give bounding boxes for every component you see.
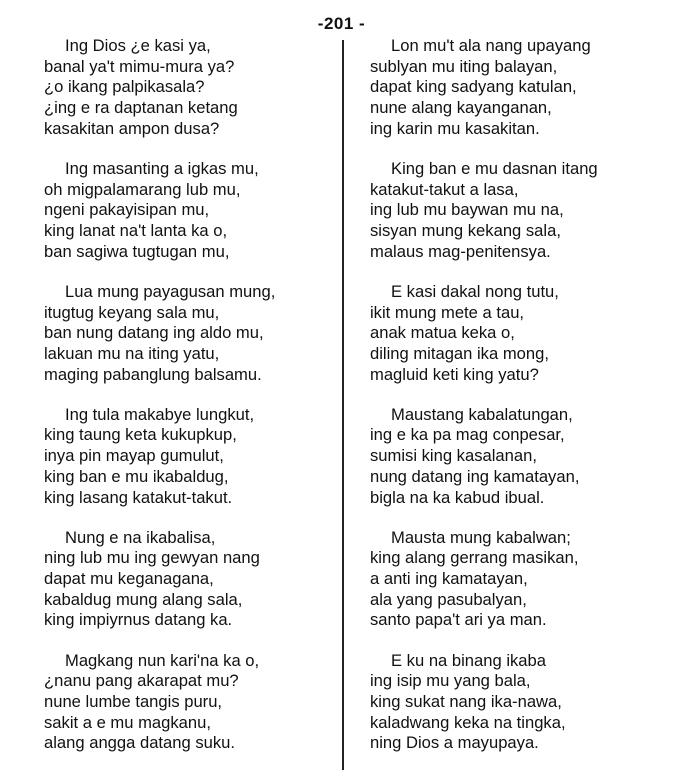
verse-line: a anti ing kamatayan, — [370, 569, 528, 589]
verse-line: magluid keti king yatu? — [370, 364, 539, 384]
stanza — [44, 36, 336, 140]
verse-line: sisyan mung kekang sala, — [370, 221, 561, 241]
stanza — [370, 36, 624, 140]
verse-line: maging pabanglung balsamu. — [44, 364, 262, 384]
left-column — [44, 36, 336, 773]
verse-line: king alang gerrang masikan, — [370, 548, 579, 568]
verse-line: ¿nanu pang akarapat mu? — [44, 671, 239, 691]
verse-line: diling mitagan ika mong, — [370, 343, 549, 363]
verse-line: ngeni pakayisipan mu, — [44, 200, 210, 220]
verse-line: dapat king sadyang katulan, — [370, 77, 577, 97]
verse-line: ing isip mu yang bala, — [370, 671, 531, 691]
verse-line: kasakitan ampon dusa? — [44, 118, 220, 138]
verse-line: malaus mag-penitensya. — [370, 241, 551, 261]
stanza — [370, 405, 624, 509]
verse-line: king lanat na't lanta ka o, — [44, 221, 228, 241]
verse-line: ing karin mu kasakitan. — [370, 118, 540, 138]
verse-line: lakuan mu na iting yatu, — [44, 343, 220, 363]
right-column — [370, 36, 624, 773]
verse-line: banal ya't mimu-mura ya? — [44, 56, 235, 76]
stanza — [44, 405, 336, 509]
verse-line: oh migpalamarang lub mu, — [44, 179, 241, 199]
stanza — [44, 159, 336, 263]
verse-line: Ing masanting a igkas mu, — [65, 158, 259, 178]
verse-line: dapat mu keganagana, — [44, 569, 214, 589]
verse-line: Lua mung payagusan mung, — [65, 281, 276, 301]
verse-line: kaladwang keka na tingka, — [370, 712, 566, 732]
stanza — [370, 528, 624, 632]
verse-line: ning lub mu ing gewyan nang — [44, 548, 260, 568]
stanza — [44, 528, 336, 632]
verse-line: nune alang kayanganan, — [370, 98, 552, 118]
verse-line: E ku na binang ikaba — [391, 650, 546, 670]
stanza — [44, 282, 336, 386]
verse-line: nune lumbe tangis puru, — [44, 691, 223, 711]
verse-line: king ban e mu ikabaldug, — [44, 466, 229, 486]
verse-line: Ing Dios ¿e kasi ya, — [65, 36, 211, 55]
verse-line: itugtug keyang sala mu, — [44, 302, 220, 322]
stanza — [370, 651, 624, 755]
verse-line: sublyan mu iting balayan, — [370, 56, 558, 76]
verse-line: ing lub mu baywan mu na, — [370, 200, 564, 220]
verse-line: king sukat nang ika-nawa, — [370, 691, 562, 711]
verse-line: king lasang katakut-takut. — [44, 487, 233, 507]
stanza — [44, 651, 336, 755]
verse-line: E kasi dakal nong tutu, — [391, 281, 559, 301]
verse-line: kabaldug mung alang sala, — [44, 589, 243, 609]
verse-line: ban nung datang ing aldo mu, — [44, 323, 264, 343]
verse-line: Lon mu't ala nang upayang — [391, 36, 591, 55]
verse-line: Mausta mung kabalwan; — [391, 527, 571, 547]
verse-line: ban sagiwa tugtugan mu, — [44, 241, 230, 261]
verse-line: King ban e mu dasnan itang — [391, 158, 598, 178]
verse-line: sakit a e mu magkanu, — [44, 712, 211, 732]
verse-line: ¿ing e ra daptanan ketang — [44, 98, 238, 118]
verse-line: sumisi king kasalanan, — [370, 446, 537, 466]
verse-line: ing e ka pa mag conpesar, — [370, 425, 565, 445]
verse-line: nung datang ing kamatayan, — [370, 466, 580, 486]
column-divider — [342, 40, 344, 770]
page-number: -201 - — [317, 14, 366, 33]
stanza — [370, 282, 624, 386]
verse-line: king taung keta kukupkup, — [44, 425, 237, 445]
verse-line: bigla na ka kabud ibual. — [370, 487, 545, 507]
verse-line: santo papa't ari ya man. — [370, 610, 547, 630]
verse-line: ¿o ikang palpikasala? — [44, 77, 205, 97]
verse-line: ning Dios a mayupaya. — [370, 733, 539, 753]
verse-line: king impiyrnus datang ka. — [44, 610, 233, 630]
verse-line: Nung e na ikabalisa, — [65, 527, 216, 547]
verse-line: katakut-takut a lasa, — [370, 179, 519, 199]
verse-line: inya pin mayap gumulut, — [44, 446, 224, 466]
verse-line: ikit mung mete a tau, — [370, 302, 525, 322]
verse-line: Ing tula makabye lungkut, — [65, 404, 255, 424]
verse-line: alang angga datang suku. — [44, 733, 235, 753]
verse-line: ala yang pasubalyan, — [370, 589, 527, 609]
verse-line: anak matua keka o, — [370, 323, 515, 343]
stanza — [370, 159, 624, 263]
verse-line: Maustang kabalatungan, — [391, 404, 573, 424]
verse-line: Magkang nun kari'na ka o, — [65, 650, 260, 670]
